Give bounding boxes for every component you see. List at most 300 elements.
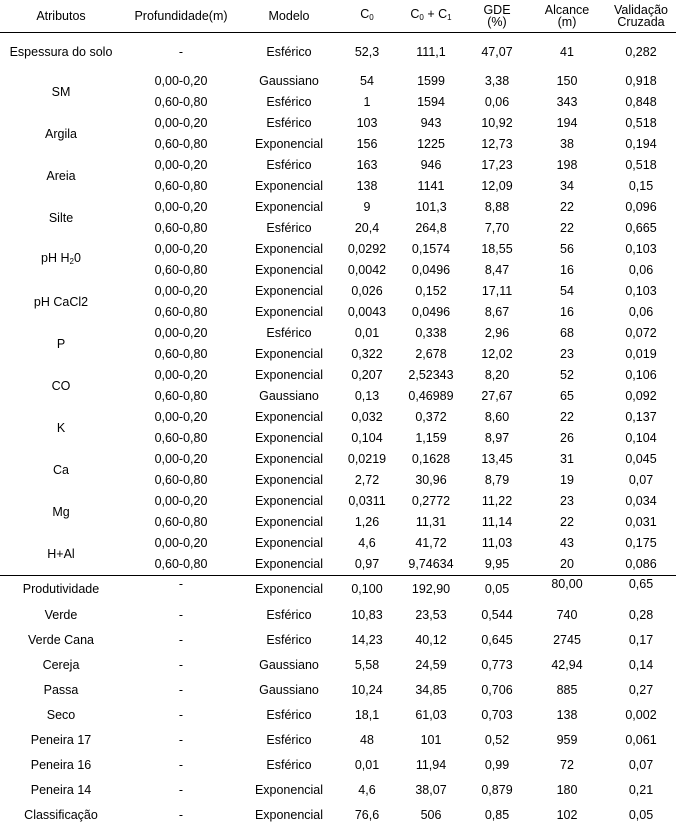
c0-cell: 54 xyxy=(360,74,374,88)
alcance-cell: 885 xyxy=(556,683,578,697)
validacao-cell: 0,06 xyxy=(628,263,654,277)
table-row xyxy=(0,33,676,72)
alcance-cell: 16 xyxy=(560,263,574,277)
model-cell: Exponencial xyxy=(254,368,324,382)
depth-cell: 0,60-0,80 xyxy=(154,389,208,403)
c0-cell: 103 xyxy=(356,116,378,130)
c0c1-cell: 1225 xyxy=(417,137,445,151)
attribute-cell: CO xyxy=(51,379,71,393)
model-cell: Exponencial xyxy=(254,263,324,277)
validacao-cell: 0,918 xyxy=(625,74,657,88)
validacao-cell: 0,27 xyxy=(628,683,654,697)
gde-cell: 0,99 xyxy=(484,758,510,772)
c0c1-cell: 111,1 xyxy=(416,44,446,59)
depth-cell: - xyxy=(178,733,184,747)
alcance-cell: 16 xyxy=(560,305,574,319)
depth-cell: - xyxy=(178,783,184,797)
header-c0: C0 xyxy=(338,0,396,33)
c0c1-cell: 30,96 xyxy=(415,473,447,487)
model-cell: Gaussiano xyxy=(259,683,319,697)
c0c1-cell: 0,46989 xyxy=(408,389,454,403)
c0-cell: 0,01 xyxy=(354,758,380,772)
gde-cell: 0,52 xyxy=(484,733,510,747)
gde-cell: 11,03 xyxy=(481,536,513,550)
c0c1-cell: 0,152 xyxy=(415,284,447,298)
gde-cell: 0,879 xyxy=(481,783,513,797)
validacao-cell: 0,106 xyxy=(625,368,657,382)
header-validacao: Validação Cruzada xyxy=(606,0,676,33)
attribute-cell: Classificação xyxy=(24,808,98,822)
model-cell: Exponencial xyxy=(254,783,324,797)
model-cell: Esférico xyxy=(266,733,312,747)
c0-cell: 0,322 xyxy=(351,347,383,361)
gde-cell: 12,02 xyxy=(481,347,513,361)
c0c1-cell: 2,678 xyxy=(415,347,447,361)
model-cell: Exponencial xyxy=(254,410,324,424)
validacao-cell: 0,518 xyxy=(625,116,657,130)
validacao-cell: 0,072 xyxy=(625,326,657,340)
alcance-cell: 22 xyxy=(560,410,574,424)
c0-cell: 4,6 xyxy=(358,783,376,797)
depth-cell: 0,00-0,20 xyxy=(154,242,208,256)
attribute-cell: Peneira 14 xyxy=(30,783,92,797)
table-body xyxy=(0,33,676,829)
model-cell: Esférico xyxy=(266,44,312,59)
attribute-cell: K xyxy=(56,421,66,435)
attribute-cell: Silte xyxy=(48,211,74,225)
gde-cell: 8,88 xyxy=(484,200,510,214)
depth-cell: 0,00-0,20 xyxy=(154,536,208,550)
gde-cell: 27,67 xyxy=(481,389,513,403)
alcance-cell: 65 xyxy=(560,389,574,403)
model-cell: Exponencial xyxy=(254,473,324,487)
gde-cell: 10,92 xyxy=(481,116,513,130)
depth-cell: 0,00-0,20 xyxy=(154,200,208,214)
gde-cell: 0,06 xyxy=(484,95,510,109)
alcance-cell: 150 xyxy=(556,74,578,88)
alcance-cell: 20 xyxy=(560,557,574,571)
table-row xyxy=(0,449,676,470)
c0c1-cell: 11,31 xyxy=(415,515,447,529)
table-row xyxy=(0,603,676,628)
c0c1-cell: 264,8 xyxy=(415,221,447,235)
attribute-cell: Verde xyxy=(44,608,78,622)
c0c1-cell: 1594 xyxy=(417,95,445,109)
alcance-cell: 198 xyxy=(556,158,578,172)
c0-cell: 0,97 xyxy=(354,557,380,571)
depth-cell: 0,60-0,80 xyxy=(154,221,208,235)
alcance-cell: 180 xyxy=(556,783,578,797)
depth-cell: 0,00-0,20 xyxy=(154,74,208,88)
c0-cell: 0,026 xyxy=(351,284,383,298)
table-row xyxy=(0,323,676,344)
model-cell: Esférico xyxy=(266,708,312,722)
table-row xyxy=(0,113,676,134)
c0-cell: 0,0219 xyxy=(347,452,387,466)
alcance-cell: 42,94 xyxy=(551,658,583,672)
table-row xyxy=(0,533,676,554)
depth-cell: 0,00-0,20 xyxy=(154,284,208,298)
gde-cell: 8,97 xyxy=(484,431,510,445)
model-cell: Exponencial xyxy=(254,536,324,550)
c0-cell: 10,83 xyxy=(351,608,383,622)
gde-cell: 0,85 xyxy=(484,808,510,822)
validacao-cell: 0,06 xyxy=(628,305,654,319)
c0-cell: 163 xyxy=(356,158,378,172)
depth-cell: - xyxy=(178,808,184,822)
alcance-cell: 194 xyxy=(556,116,578,130)
header-c0-c1: C0 + C1 xyxy=(396,0,466,33)
validacao-cell: 0,002 xyxy=(625,708,657,722)
depth-cell: - xyxy=(178,708,184,722)
c0-cell: 0,13 xyxy=(354,389,380,403)
alcance-cell: 72 xyxy=(560,758,574,772)
alcance-cell: 56 xyxy=(560,242,574,256)
validacao-cell: 0,031 xyxy=(625,515,657,529)
validacao-cell: 0,045 xyxy=(625,452,657,466)
table-row xyxy=(0,239,676,260)
c0c1-cell: 0,0496 xyxy=(411,305,451,319)
validacao-cell: 0,05 xyxy=(628,808,654,822)
c0-cell: 52,3 xyxy=(354,44,380,59)
gde-cell: 3,38 xyxy=(484,74,510,88)
model-cell: Exponencial xyxy=(254,431,324,445)
c0c1-cell: 1,159 xyxy=(415,431,447,445)
validacao-cell: 0,061 xyxy=(625,733,657,747)
c0-cell: 2,72 xyxy=(354,473,380,487)
gde-cell: 0,645 xyxy=(481,633,513,647)
alcance-cell: 41 xyxy=(560,44,574,59)
gde-cell: 0,05 xyxy=(466,576,528,604)
gde-cell: 8,47 xyxy=(484,263,510,277)
attribute-cell: pH CaCl2 xyxy=(33,295,89,309)
attribute-cell: Passa xyxy=(43,683,79,697)
validacao-cell: 0,665 xyxy=(625,221,657,235)
alcance-cell: 22 xyxy=(560,200,574,214)
alcance-cell: 26 xyxy=(560,431,574,445)
validacao-cell: 0,518 xyxy=(625,158,657,172)
table-row xyxy=(0,653,676,678)
c0c1-cell: 946 xyxy=(420,158,442,172)
c0c1-cell: 0,2772 xyxy=(411,494,451,508)
gde-cell: 11,22 xyxy=(481,494,513,508)
table-row xyxy=(0,71,676,92)
alcance-cell: 52 xyxy=(560,368,574,382)
c0-cell: 14,23 xyxy=(351,633,383,647)
model-cell: Exponencial xyxy=(254,305,324,319)
table-row xyxy=(0,753,676,778)
depth-cell: 0,60-0,80 xyxy=(154,263,208,277)
gde-cell: 0,703 xyxy=(481,708,513,722)
c0c1-cell: 38,07 xyxy=(415,783,447,797)
table-row xyxy=(0,803,676,828)
attribute-cell: Espessura do solo xyxy=(9,45,113,59)
model-cell: Exponencial xyxy=(254,179,324,193)
validacao-cell: 0,17 xyxy=(628,633,654,647)
c0-cell: 9 xyxy=(363,200,371,214)
depth-cell: 0,00-0,20 xyxy=(154,326,208,340)
model-cell: Exponencial xyxy=(254,284,324,298)
depth-cell: 0,60-0,80 xyxy=(154,347,208,361)
depth-cell: - xyxy=(178,608,184,622)
alcance-cell: 102 xyxy=(556,808,578,822)
depth-cell: - xyxy=(178,758,184,772)
c0c1-cell: 506 xyxy=(420,808,442,822)
header-alcance: Alcance (m) xyxy=(528,0,606,33)
depth-cell: 0,60-0,80 xyxy=(154,137,208,151)
c0-cell: 156 xyxy=(356,137,378,151)
model-cell: Esférico xyxy=(266,608,312,622)
depth-cell: 0,60-0,80 xyxy=(154,95,208,109)
validacao-cell: 0,104 xyxy=(625,431,657,445)
depth-cell: 0,60-0,80 xyxy=(154,431,208,445)
depth-cell: 0,00-0,20 xyxy=(154,158,208,172)
table-row xyxy=(0,678,676,703)
validacao-cell: 0,103 xyxy=(625,284,657,298)
gde-cell: 17,11 xyxy=(481,284,513,298)
c0c1-cell: 40,12 xyxy=(415,633,447,647)
validacao-cell: 0,096 xyxy=(625,200,657,214)
alcance-cell: 23 xyxy=(560,347,574,361)
attribute-cell: pH H20 xyxy=(41,251,81,266)
alcance-cell: 2745 xyxy=(553,633,581,647)
validacao-cell: 0,65 xyxy=(606,576,676,604)
c0-cell: 0,0311 xyxy=(348,494,386,508)
gde-cell: 17,23 xyxy=(481,158,513,172)
c0-cell: 0,104 xyxy=(351,431,383,445)
alcance-cell: 740 xyxy=(556,608,578,622)
alcance-cell: 43 xyxy=(560,536,574,550)
model-cell: Exponencial xyxy=(240,576,338,604)
alcance-cell: 22 xyxy=(560,515,574,529)
gde-cell: 0,544 xyxy=(481,608,513,622)
c0-cell: 18,1 xyxy=(354,708,380,722)
gde-cell: 8,67 xyxy=(484,305,510,319)
attribute-cell: Verde Cana xyxy=(27,633,95,647)
c0-cell: 5,58 xyxy=(354,658,380,672)
validacao-cell: 0,034 xyxy=(625,494,657,508)
model-cell: Exponencial xyxy=(254,515,324,529)
model-cell: Esférico xyxy=(266,633,312,647)
header-atributos: Atributos xyxy=(0,0,122,33)
model-cell: Esférico xyxy=(266,326,312,340)
depth-cell: - xyxy=(178,683,184,697)
model-cell: Exponencial xyxy=(254,808,324,822)
attribute-cell: Cereja xyxy=(42,658,80,672)
depth-cell: 0,60-0,80 xyxy=(154,305,208,319)
c0c1-cell: 11,94 xyxy=(415,758,447,772)
header-gde: GDE (%) xyxy=(466,0,528,33)
gde-cell: 8,79 xyxy=(484,473,510,487)
alcance-cell: 343 xyxy=(556,95,578,109)
gde-cell: 8,20 xyxy=(484,368,510,382)
attribute-cell: Produtividade xyxy=(0,576,122,604)
alcance-cell: 23 xyxy=(560,494,574,508)
table-row xyxy=(0,728,676,753)
validacao-cell: 0,092 xyxy=(625,389,657,403)
model-cell: Exponencial xyxy=(254,557,324,571)
model-cell: Gaussiano xyxy=(259,74,319,88)
table-row xyxy=(0,576,676,604)
model-cell: Esférico xyxy=(266,158,312,172)
table-row xyxy=(0,281,676,302)
gde-cell: 8,60 xyxy=(484,410,510,424)
c0c1-cell: 101,3 xyxy=(415,200,447,214)
c0c1-cell: 61,03 xyxy=(415,708,447,722)
validacao-cell: 0,21 xyxy=(628,783,654,797)
c0c1-cell: 0,0496 xyxy=(411,263,451,277)
c0c1-cell: 41,72 xyxy=(415,536,447,550)
validacao-cell: 0,194 xyxy=(625,137,657,151)
c0-cell: 10,24 xyxy=(351,683,383,697)
validacao-cell: 0,086 xyxy=(625,557,657,571)
alcance-cell: 38 xyxy=(560,137,574,151)
depth-cell: 0,60-0,80 xyxy=(154,515,208,529)
table-row xyxy=(0,703,676,728)
attribute-cell: Ca xyxy=(53,463,69,477)
model-cell: Esférico xyxy=(266,95,312,109)
model-cell: Exponencial xyxy=(254,200,324,214)
depth-cell: 0,00-0,20 xyxy=(154,452,208,466)
attribute-cell: Areia xyxy=(46,169,76,183)
gde-cell: 7,70 xyxy=(484,221,510,235)
model-cell: Exponencial xyxy=(254,242,324,256)
c0c1-cell: 24,59 xyxy=(415,658,447,672)
model-cell: Gaussiano xyxy=(259,389,319,403)
c0-cell: 1,26 xyxy=(354,515,380,529)
alcance-cell: 54 xyxy=(560,284,574,298)
c0-cell: 0,0043 xyxy=(347,305,387,319)
validacao-cell: 0,282 xyxy=(625,44,657,59)
validacao-cell: 0,848 xyxy=(625,95,657,109)
attribute-cell: SM xyxy=(51,85,71,99)
gde-cell: 12,73 xyxy=(481,137,513,151)
c0-cell: 1 xyxy=(363,95,371,109)
attribute-cell: Peneira 16 xyxy=(30,758,92,772)
c0-cell: 0,0292 xyxy=(347,242,387,256)
depth-cell: - xyxy=(122,576,240,604)
c0-cell: 0,100 xyxy=(338,576,396,604)
depth-cell: 0,60-0,80 xyxy=(154,179,208,193)
c0c1-cell: 34,85 xyxy=(415,683,447,697)
model-cell: Gaussiano xyxy=(259,658,319,672)
attribute-cell: Peneira 17 xyxy=(30,733,92,747)
header-profundidade: Profundidade(m) xyxy=(122,0,240,33)
table-row xyxy=(0,778,676,803)
c0c1-cell: 23,53 xyxy=(415,608,447,622)
table-row xyxy=(0,491,676,512)
c0c1-cell: 9,74634 xyxy=(408,557,454,571)
depth-cell: 0,00-0,20 xyxy=(154,116,208,130)
table-row xyxy=(0,407,676,428)
c0-cell: 0,032 xyxy=(351,410,383,424)
alcance-cell: 80,00 xyxy=(528,576,606,604)
model-cell: Esférico xyxy=(266,758,312,772)
c0-cell: 138 xyxy=(356,179,378,193)
depth-cell: 0,60-0,80 xyxy=(154,557,208,571)
validacao-cell: 0,07 xyxy=(628,758,654,772)
c0c1-cell: 0,338 xyxy=(415,326,447,340)
gde-cell: 0,706 xyxy=(481,683,513,697)
header-modelo: Modelo xyxy=(240,0,338,33)
c0c1-cell: 1599 xyxy=(417,74,445,88)
depth-cell: 0,60-0,80 xyxy=(154,473,208,487)
c0c1-cell: 0,372 xyxy=(415,410,447,424)
table-row xyxy=(0,197,676,218)
c0-cell: 0,207 xyxy=(351,368,383,382)
validacao-cell: 0,019 xyxy=(625,347,657,361)
alcance-cell: 19 xyxy=(560,473,574,487)
gde-cell: 11,14 xyxy=(481,515,513,529)
model-cell: Exponencial xyxy=(254,137,324,151)
c0c1-cell: 101 xyxy=(420,733,442,747)
table-row xyxy=(0,155,676,176)
c0c1-cell: 2,52343 xyxy=(408,368,454,382)
attribute-cell: Seco xyxy=(46,708,76,722)
gde-cell: 0,773 xyxy=(481,658,513,672)
depth-cell: 0,00-0,20 xyxy=(154,494,208,508)
depth-cell: - xyxy=(178,44,184,59)
c0-cell: 0,0042 xyxy=(347,263,387,277)
validacao-cell: 0,175 xyxy=(625,536,657,550)
c0-cell: 76,6 xyxy=(354,808,380,822)
depth-cell: 0,00-0,20 xyxy=(154,410,208,424)
table-row xyxy=(0,628,676,653)
attribute-cell: Mg xyxy=(52,505,70,519)
table-row xyxy=(0,365,676,386)
validacao-cell: 0,14 xyxy=(628,658,654,672)
validacao-cell: 0,28 xyxy=(628,608,654,622)
c0c1-cell: 943 xyxy=(420,116,442,130)
model-cell: Exponencial xyxy=(254,494,324,508)
c0-cell: 4,6 xyxy=(358,536,376,550)
gde-cell: 47,07 xyxy=(481,44,513,59)
depth-cell: 0,00-0,20 xyxy=(154,368,208,382)
gde-cell: 9,95 xyxy=(484,557,510,571)
alcance-cell: 68 xyxy=(560,326,574,340)
c0-cell: 0,01 xyxy=(354,326,380,340)
depth-cell: - xyxy=(178,658,184,672)
gde-cell: 2,96 xyxy=(484,326,510,340)
validacao-cell: 0,07 xyxy=(628,473,654,487)
alcance-cell: 959 xyxy=(556,733,578,747)
model-cell: Esférico xyxy=(266,221,312,235)
header-row xyxy=(0,0,676,33)
depth-cell: - xyxy=(178,633,184,647)
c0c1-cell: 0,1628 xyxy=(411,452,451,466)
gde-cell: 18,55 xyxy=(481,242,513,256)
model-cell: Esférico xyxy=(266,116,312,130)
alcance-cell: 31 xyxy=(560,452,574,466)
validacao-cell: 0,137 xyxy=(625,410,657,424)
c0c1-cell: 192,90 xyxy=(396,576,466,604)
validacao-cell: 0,15 xyxy=(628,179,654,193)
alcance-cell: 138 xyxy=(556,708,578,722)
attribute-cell: P xyxy=(56,337,66,351)
model-cell: Exponencial xyxy=(254,347,324,361)
c0c1-cell: 0,1574 xyxy=(411,242,451,256)
model-cell: Exponencial xyxy=(254,452,324,466)
c0-cell: 48 xyxy=(360,733,374,747)
c0c1-cell: 1141 xyxy=(417,179,445,193)
attribute-cell: H+Al xyxy=(47,547,75,561)
attribute-cell: Argila xyxy=(45,127,77,141)
gde-cell: 13,45 xyxy=(481,452,513,466)
alcance-cell: 22 xyxy=(560,221,574,235)
validacao-cell: 0,103 xyxy=(625,242,657,256)
c0-cell: 20,4 xyxy=(354,221,380,235)
gde-cell: 12,09 xyxy=(481,179,513,193)
